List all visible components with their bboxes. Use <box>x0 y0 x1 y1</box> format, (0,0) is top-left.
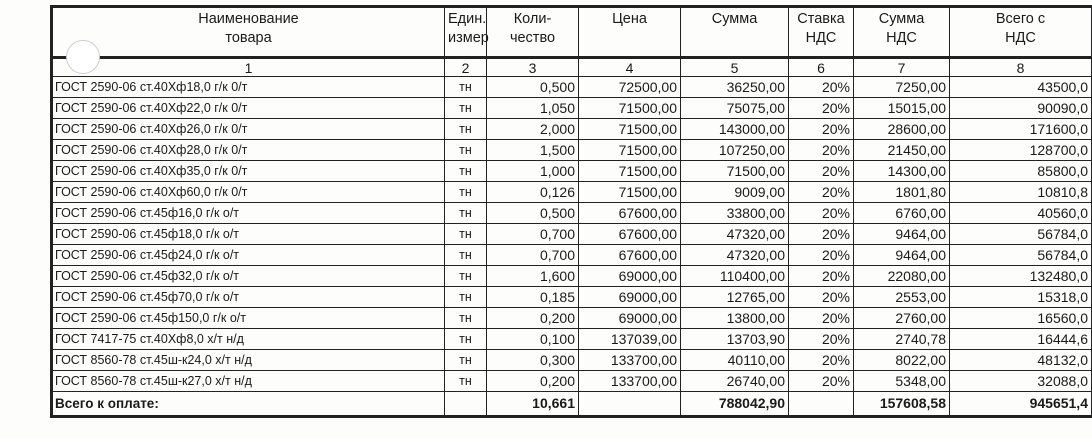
total-total-with-vat: 945651,4 <box>950 392 1092 417</box>
table-row <box>52 182 1092 203</box>
price: 71500,00 <box>579 119 681 140</box>
total-item-name: Всего к оплате: <box>52 392 445 417</box>
header-row <box>52 7 1092 58</box>
amount: 33800,00 <box>681 203 789 224</box>
column-number: 3 <box>487 58 579 77</box>
vat-amount: 5348,00 <box>854 371 950 392</box>
item-name: ГОСТ 2590-06 ст.40Хф18,0 г/к 0/т <box>52 77 445 98</box>
total-with-vat: 56784,0 <box>950 224 1092 245</box>
total-quantity: 10,661 <box>487 392 579 417</box>
table-row <box>52 140 1092 161</box>
total-with-vat: 48132,0 <box>950 350 1092 371</box>
vat-amount: 8022,00 <box>854 350 950 371</box>
vat-amount: 9464,00 <box>854 224 950 245</box>
vat-amount: 28600,00 <box>854 119 950 140</box>
quantity: 0,500 <box>487 77 579 98</box>
table-row <box>52 371 1092 392</box>
total-with-vat: 171600,0 <box>950 119 1092 140</box>
table-row <box>52 287 1092 308</box>
price: 137039,00 <box>579 329 681 350</box>
table-row <box>52 119 1092 140</box>
invoice-table <box>50 5 1092 418</box>
total-with-vat: 16560,0 <box>950 308 1092 329</box>
price: 67600,00 <box>579 224 681 245</box>
item-name: ГОСТ 8560-78 ст.45ш-к27,0 х/т н/д <box>52 371 445 392</box>
vat-rate: 20% <box>789 308 854 329</box>
total-with-vat: 40560,0 <box>950 203 1092 224</box>
amount: 75075,00 <box>681 98 789 119</box>
amount: 71500,00 <box>681 161 789 182</box>
column-number-row <box>52 58 1092 77</box>
column-number: 6 <box>789 58 854 77</box>
vat-amount: 2553,00 <box>854 287 950 308</box>
quantity: 0,300 <box>487 350 579 371</box>
unit: тн <box>445 371 487 392</box>
unit: тн <box>445 266 487 287</box>
column-number: 8 <box>950 58 1092 77</box>
price: 67600,00 <box>579 245 681 266</box>
amount: 40110,00 <box>681 350 789 371</box>
total-with-vat: 43500,0 <box>950 77 1092 98</box>
unit: тн <box>445 245 487 266</box>
total-with-vat: 85800,0 <box>950 161 1092 182</box>
vat-rate: 20% <box>789 350 854 371</box>
total-with-vat: 15318,0 <box>950 287 1092 308</box>
column-header: Сумма <box>681 7 789 58</box>
column-header: Всего с НДС <box>950 7 1092 58</box>
table-row <box>52 329 1092 350</box>
column-header: Цена <box>579 7 681 58</box>
item-name: ГОСТ 8560-78 ст.45ш-к24,0 х/т н/д <box>52 350 445 371</box>
amount: 26740,00 <box>681 371 789 392</box>
quantity: 1,600 <box>487 266 579 287</box>
column-number: 1 <box>52 58 445 77</box>
price: 69000,00 <box>579 287 681 308</box>
price: 133700,00 <box>579 350 681 371</box>
unit: тн <box>445 119 487 140</box>
table-row <box>52 308 1092 329</box>
vat-rate: 20% <box>789 287 854 308</box>
price: 71500,00 <box>579 182 681 203</box>
vat-amount: 15015,00 <box>854 98 950 119</box>
quantity: 0,700 <box>487 245 579 266</box>
vat-rate: 20% <box>789 77 854 98</box>
vat-amount: 22080,00 <box>854 266 950 287</box>
total-with-vat: 128700,0 <box>950 140 1092 161</box>
vat-rate: 20% <box>789 245 854 266</box>
amount: 107250,00 <box>681 140 789 161</box>
table-row <box>52 77 1092 98</box>
amount: 13800,00 <box>681 308 789 329</box>
unit: тн <box>445 203 487 224</box>
vat-amount: 7250,00 <box>854 77 950 98</box>
unit: тн <box>445 140 487 161</box>
table-row <box>52 161 1092 182</box>
unit: тн <box>445 224 487 245</box>
quantity: 0,126 <box>487 182 579 203</box>
vat-amount: 2760,00 <box>854 308 950 329</box>
item-name: ГОСТ 2590-06 ст.45ф16,0 г/к о/т <box>52 203 445 224</box>
quantity: 0,700 <box>487 224 579 245</box>
total-with-vat: 90090,0 <box>950 98 1092 119</box>
quantity: 2,000 <box>487 119 579 140</box>
total-with-vat: 10810,8 <box>950 182 1092 203</box>
total-with-vat: 32088,0 <box>950 371 1092 392</box>
vat-rate: 20% <box>789 203 854 224</box>
price: 72500,00 <box>579 77 681 98</box>
unit: тн <box>445 77 487 98</box>
price: 133700,00 <box>579 371 681 392</box>
table-row <box>52 350 1092 371</box>
price: 69000,00 <box>579 308 681 329</box>
total-with-vat: 16444,6 <box>950 329 1092 350</box>
table-row <box>52 203 1092 224</box>
total-amount: 788042,90 <box>681 392 789 417</box>
amount: 36250,00 <box>681 77 789 98</box>
quantity: 1,500 <box>487 140 579 161</box>
item-name: ГОСТ 2590-06 ст.40Хф22,0 г/к 0/т <box>52 98 445 119</box>
quantity: 0,200 <box>487 308 579 329</box>
price: 69000,00 <box>579 266 681 287</box>
item-name: ГОСТ 2590-06 ст.40Хф35,0 г/к 0/т <box>52 161 445 182</box>
vat-rate: 20% <box>789 224 854 245</box>
total-price <box>579 392 681 417</box>
vat-rate: 20% <box>789 266 854 287</box>
column-number: 4 <box>579 58 681 77</box>
vat-amount: 1801,80 <box>854 182 950 203</box>
column-number: 7 <box>854 58 950 77</box>
punch-hole-mark <box>66 40 100 74</box>
amount: 12765,00 <box>681 287 789 308</box>
total-vat-rate <box>789 392 854 417</box>
item-name: ГОСТ 2590-06 ст.40Хф26,0 г/к 0/т <box>52 119 445 140</box>
quantity: 0,500 <box>487 203 579 224</box>
column-header: Наименование товара <box>52 7 445 58</box>
price: 71500,00 <box>579 140 681 161</box>
item-name: ГОСТ 2590-06 ст.45ф70,0 г/к о/т <box>52 287 445 308</box>
vat-rate: 20% <box>789 98 854 119</box>
amount: 110400,00 <box>681 266 789 287</box>
amount: 47320,00 <box>681 224 789 245</box>
table-row <box>52 245 1092 266</box>
price: 71500,00 <box>579 98 681 119</box>
unit: тн <box>445 98 487 119</box>
vat-amount: 9464,00 <box>854 245 950 266</box>
unit: тн <box>445 287 487 308</box>
total-with-vat: 132480,0 <box>950 266 1092 287</box>
unit: тн <box>445 161 487 182</box>
unit: тн <box>445 308 487 329</box>
unit: тн <box>445 350 487 371</box>
item-name: ГОСТ 2590-06 ст.40Хф60,0 г/к 0/т <box>52 182 445 203</box>
vat-amount: 2740,78 <box>854 329 950 350</box>
vat-rate: 20% <box>789 161 854 182</box>
column-header: Сумма НДС <box>854 7 950 58</box>
item-name: ГОСТ 2590-06 ст.45ф18,0 г/к о/т <box>52 224 445 245</box>
vat-rate: 20% <box>789 329 854 350</box>
table-row <box>52 266 1092 287</box>
column-header: Ставка НДС <box>789 7 854 58</box>
total-unit <box>445 392 487 417</box>
vat-amount: 14300,00 <box>854 161 950 182</box>
quantity: 0,200 <box>487 371 579 392</box>
quantity: 1,050 <box>487 98 579 119</box>
vat-rate: 20% <box>789 140 854 161</box>
table-row <box>52 224 1092 245</box>
vat-amount: 21450,00 <box>854 140 950 161</box>
column-number: 5 <box>681 58 789 77</box>
total-vat-amount: 157608,58 <box>854 392 950 417</box>
amount: 9009,00 <box>681 182 789 203</box>
column-number: 2 <box>445 58 487 77</box>
quantity: 0,185 <box>487 287 579 308</box>
item-name: ГОСТ 2590-06 ст.45ф150,0 г/к о/т <box>52 308 445 329</box>
price: 71500,00 <box>579 161 681 182</box>
vat-amount: 6760,00 <box>854 203 950 224</box>
item-name: ГОСТ 2590-06 ст.40Хф28,0 г/к 0/т <box>52 140 445 161</box>
amount: 143000,00 <box>681 119 789 140</box>
total-row <box>52 392 1092 417</box>
quantity: 0,100 <box>487 329 579 350</box>
column-header: Коли- чество <box>487 7 579 58</box>
total-with-vat: 56784,0 <box>950 245 1092 266</box>
column-header: Един. измер <box>445 7 487 58</box>
price: 67600,00 <box>579 203 681 224</box>
table-row <box>52 98 1092 119</box>
unit: тн <box>445 329 487 350</box>
item-name: ГОСТ 2590-06 ст.45ф32,0 г/к о/т <box>52 266 445 287</box>
quantity: 1,000 <box>487 161 579 182</box>
vat-rate: 20% <box>789 119 854 140</box>
unit: тн <box>445 182 487 203</box>
item-name: ГОСТ 2590-06 ст.45ф24,0 г/к о/т <box>52 245 445 266</box>
vat-rate: 20% <box>789 371 854 392</box>
vat-rate: 20% <box>789 182 854 203</box>
item-name: ГОСТ 7417-75 ст.40Хф8,0 х/т н/д <box>52 329 445 350</box>
amount: 47320,00 <box>681 245 789 266</box>
amount: 13703,90 <box>681 329 789 350</box>
